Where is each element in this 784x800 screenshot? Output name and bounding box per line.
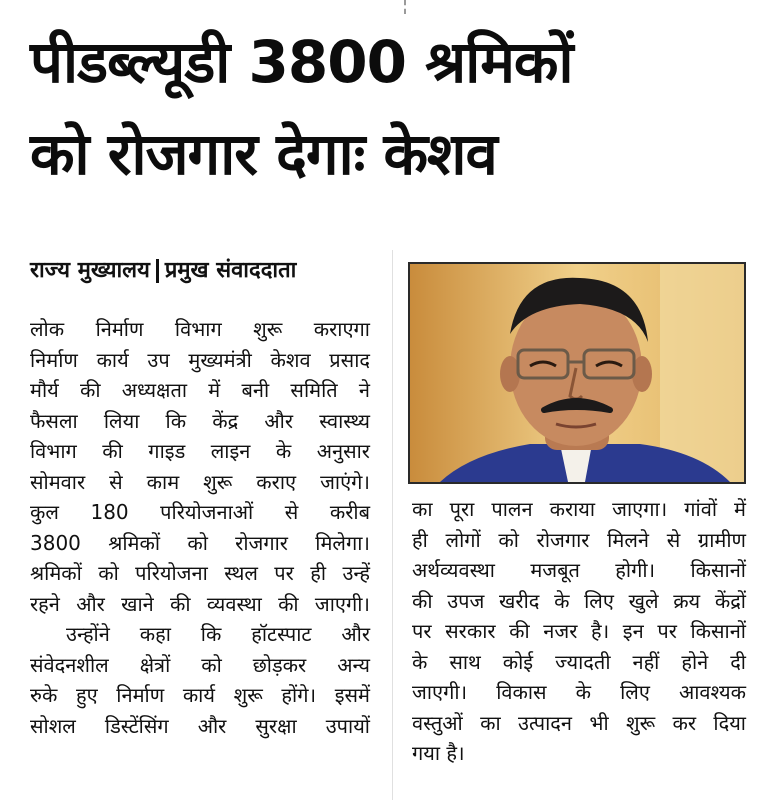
body-line: रहने और खाने की व्यवस्था की जाएगी। xyxy=(30,591,370,616)
body-line: का पूरा पालन कराया जाएगा। गांवों में xyxy=(412,497,746,521)
body-line: 3800 श्रमिकों को रोजगार मिलेगा। xyxy=(30,530,370,555)
body-line: निर्माण कार्य उप मुख्यमंत्री केशव प्रसाद xyxy=(30,347,370,372)
body-line: उन्होंने कहा कि हॉटस्पाट और xyxy=(66,622,370,646)
body-line: सोमवार से काम शुरू कराए जाएंगे। xyxy=(30,469,370,494)
body-line: वस्तुओं का उत्पादन भी शुरू कर दिया xyxy=(412,710,746,735)
body-line: जाएगी। विकास के लिए आवश्यक xyxy=(412,680,746,704)
body-line: गया है। xyxy=(412,741,465,765)
body-line: के साथ कोई ज्यादती नहीं होने दी xyxy=(412,649,746,674)
column-guide-mark xyxy=(404,0,408,14)
headline xyxy=(30,16,765,200)
body-line: अर्थव्यवस्था मजबूत होगी। किसानों xyxy=(412,558,746,582)
byline-location: राज्य मुख्यालय xyxy=(30,258,150,283)
body-line: सोशल डिस्टेंसिंग और सुरक्षा उपायों xyxy=(30,713,370,738)
body-line: रुके हुए निर्माण कार्य शुरू होंगे। इसमें xyxy=(30,683,370,707)
body-line: लोक निर्माण विभाग शुरू कराएगा xyxy=(30,317,370,341)
body-line: संवेदनशील क्षेत्रों को छोड़कर अन्य xyxy=(30,652,370,677)
byline-author: प्रमुख संवाददाता xyxy=(164,258,297,283)
column-divider xyxy=(392,250,393,800)
body-line: विभाग की गाइड लाइन के अनुसार xyxy=(30,439,370,463)
byline-separator xyxy=(156,259,159,283)
body-line: ही लोगों को रोजगार मिलने से ग्रामीण xyxy=(412,527,746,552)
article-body-left-column xyxy=(30,314,370,741)
headline-line-1: पीडब्ल्यूडी 3800 श्रमिकों xyxy=(30,28,573,96)
body-line: की उपज खरीद के लिए खुले क्रय केंद्रों xyxy=(412,588,746,613)
portrait-photo xyxy=(408,262,746,484)
article-body-right-column xyxy=(412,494,746,769)
portrait-photo-icon xyxy=(410,264,744,482)
byline xyxy=(30,256,390,286)
body-line: फैसला लिया कि केंद्र और स्वास्थ्य xyxy=(30,408,370,433)
body-line: मौर्य की अध्यक्षता में बनी समिति ने xyxy=(30,378,370,402)
body-line: पर सरकार की नजर है। इन पर किसानों xyxy=(412,619,746,643)
body-line: कुल 180 परियोजनाओं से करीब xyxy=(30,500,370,524)
headline-line-2: को रोजगार देगाः केशव xyxy=(30,120,497,188)
body-line: श्रमिकों को परियोजना स्थल पर ही उन्हें xyxy=(30,561,370,585)
